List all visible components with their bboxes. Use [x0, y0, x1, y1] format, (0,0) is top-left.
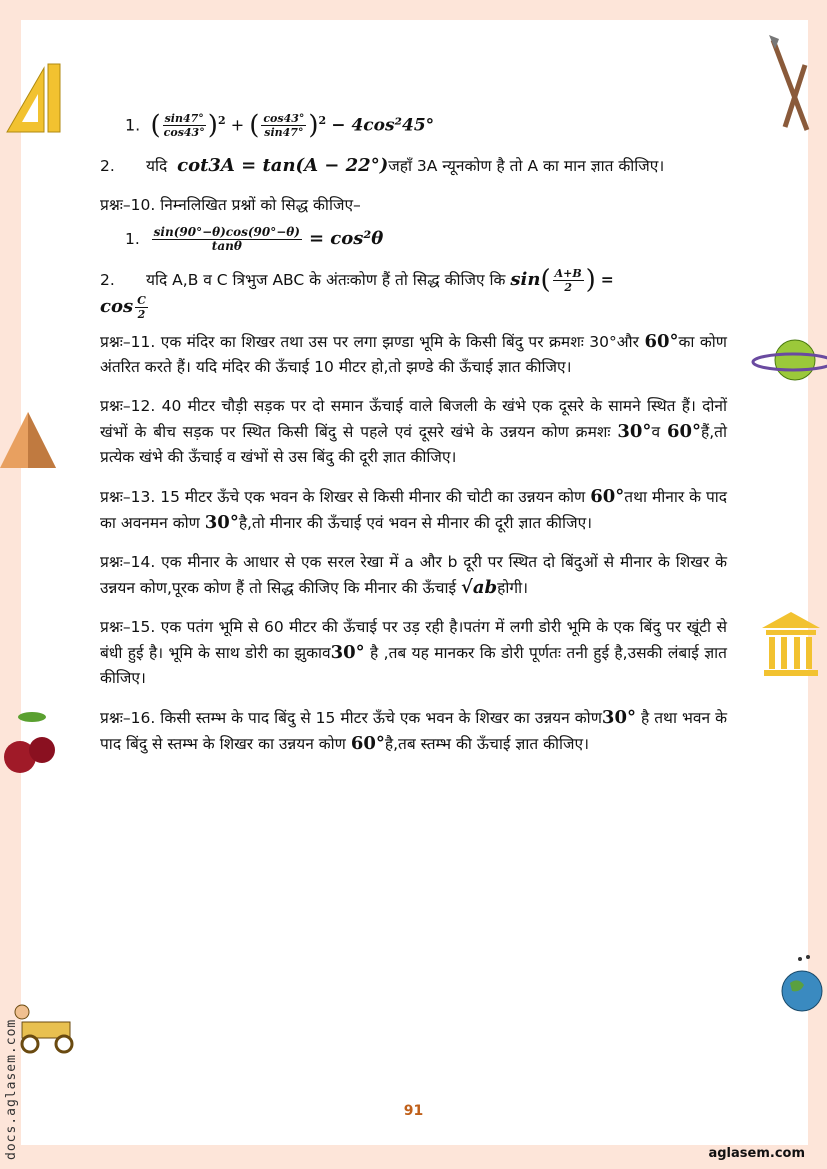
globe-icon	[778, 955, 826, 1015]
fraction: $\frac{C}{2}$	[137, 294, 146, 322]
fraction: $\frac{\cos 43^\circ}{\sin 47^\circ}$	[263, 112, 305, 140]
question-12: प्रश्नः–12. 40 मीटर चौड़ी सड़क पर दो समान ऊँचाई वाले बिजली के खंभे एक दूसरे के सामने स्थित हैं। दोनों खंभों के बीच सड़क पर स्थित किसी बिंदु से पहले एवं दूसरे खंभे के उन्नयन कोण क्रमशः 30°व 60°हैं,तो प्रत्येक खंभे की ऊँचाई व खंभों से उस बिंदु की दूरी ज्ञात कीजिए।	[100, 397, 728, 467]
q9-part1: 1. ( $\frac{\sin 47^\circ}{\cos 43^\circ}$ )$^2$ + ( $\frac{\cos 43^\circ}{\sin 47^\circ}$ )$^2$ − 4cos²45°	[125, 110, 435, 141]
planet-icon	[745, 330, 827, 390]
pyramid-icon	[0, 410, 58, 470]
watermark: docs.aglasem.com	[4, 1018, 19, 1160]
question-16: प्रश्नः–16. किसी स्तम्भ के पाद बिंदु से 15 मीटर ऊँचे एक भवन के शिखर का उन्नयन कोण30° है तथा भवन के पाद बिंदु से स्तम्भ के शिखर का उन्नयन कोण 60°है,तब स्तम्भ की ऊँचाई ज्ञात कीजिए।	[100, 707, 728, 755]
question-13: प्रश्नः–13. 15 मीटर ऊँचे एक भवन के शिखर से किसी मीनार की चोटी का उन्नयन कोण 60°तथा मीनार के पाद का अवनमन कोण 30°है,तो मीनार की ऊँचाई एवं भवन से मीनार की दूरी ज्ञात कीजिए।	[100, 486, 727, 534]
question-14: प्रश्नः–14. एक मीनार के आधार से एक सरल रेखा में a और b दूरी पर स्थित दो बिंदुओं से मीनार के शिखर के उन्नयन कोण,पूरक कोण हैं तो सिद्ध कीजिए कि मीनार की ऊँचाई √abहोगी।	[100, 553, 727, 599]
question-15: प्रश्नः–15. एक पतंग भूमि से 60 मीटर की ऊँचाई पर उड़ रही है।पतंग में लगी डोरी भूमि के एक बिंदु पर खूंटी से बंधी हुई है। भूमि के साथ डोरी का झुकाव30° है ,तब यह मानकर कि डोरी पूर्णतः तनी हुई है,उसकी लंबाई ज्ञात कीजिए।	[100, 618, 727, 688]
fraction: $\frac{A+B}{2}$	[554, 267, 582, 295]
q10-part2: 2. यदि A,B व C त्रिभुज ABC के अंतःकोण हैं तो सिद्ध कीजिए कि sin( $\frac{A+B}{2}$ ) = cos $\frac{C}{2}$	[100, 265, 614, 322]
fraction: $\frac{\sin(90^\circ-\theta)\cos(90^\circ-\theta)}{\tan\theta}$	[153, 225, 300, 254]
q9-part2: 2. यदि cot3A = tan(A − 22°)जहाँ 3A न्यूनकोण है तो A का मान ज्ञात कीजिए।	[100, 155, 665, 177]
tools-icon	[765, 35, 815, 135]
item-number: 1.	[125, 115, 141, 135]
temple-icon	[760, 610, 822, 680]
page-number: 91	[403, 1103, 424, 1119]
fraction: $\frac{\sin 47^\circ}{\cos 43^\circ}$	[163, 112, 205, 140]
question-content	[100, 108, 727, 757]
set-square-ruler-icon	[2, 60, 64, 135]
q10-part1: 1. $\frac{\sin(90^\circ-\theta)\cos(90^\circ-\theta)}{\tan\theta}$ = cos²θ	[125, 225, 384, 254]
math-expression: − 4cos²45°	[331, 115, 435, 136]
q10-heading: प्रश्नः–10. निम्नलिखित प्रश्नों को सिद्ध कीजिए–	[100, 196, 361, 215]
question-11: प्रश्नः–11. एक मंदिर का शिखर तथा उस पर लगा झण्डा भूमि के किसी बिंदु पर क्रमशः 30°और 60°का कोण अंतरित करते हैं। यदि मंदिर की ऊँचाई 10 मीटर हो,तो झण्डे की ऊँचाई ज्ञात कीजिए।	[100, 331, 727, 377]
berries-icon	[2, 705, 60, 780]
math-expression: cot3A = tan(A − 22°)	[177, 155, 389, 177]
site-footer: aglasem.com	[708, 1146, 805, 1161]
cart-figure-icon	[8, 1000, 83, 1055]
math-expression: = cos²θ	[308, 228, 384, 250]
